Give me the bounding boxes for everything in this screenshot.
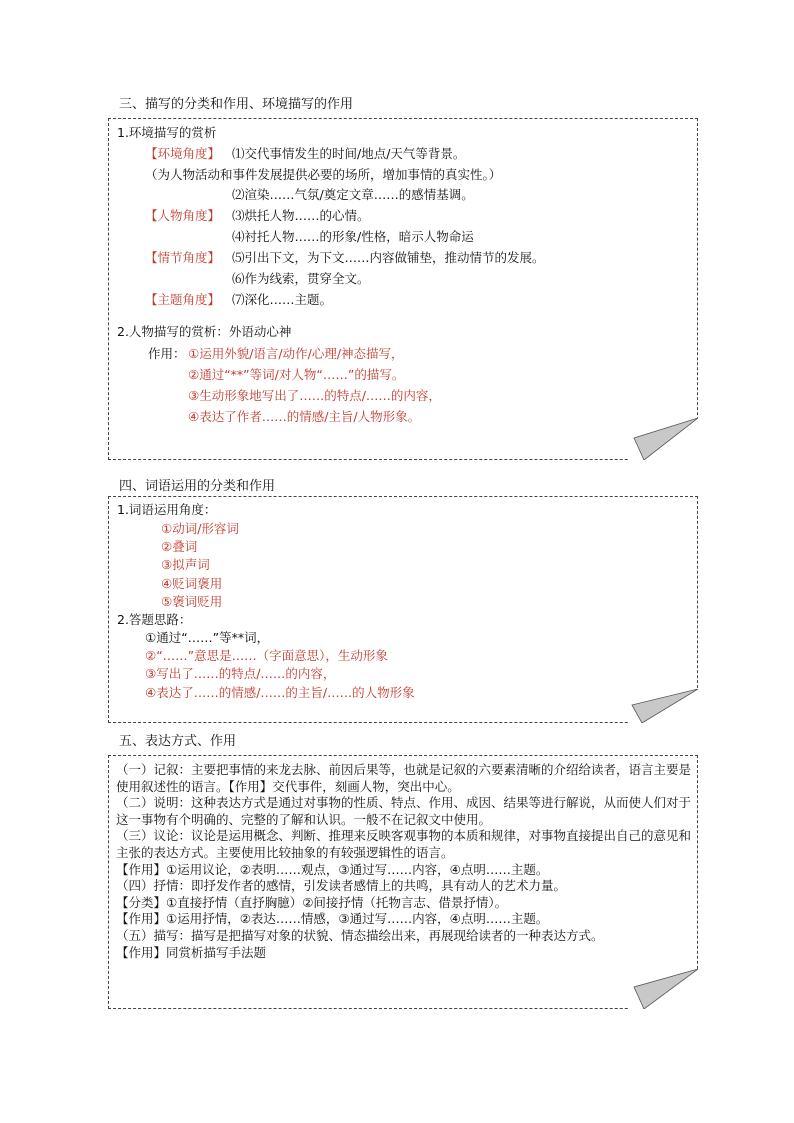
env-point-2: ⑵渲染……气氛/奠定文章……的感情基调。 bbox=[232, 187, 474, 202]
theme-tag: 【主题角度】 bbox=[145, 292, 221, 307]
expression-methods bbox=[116, 762, 691, 961]
page-curl-icon bbox=[628, 969, 698, 1009]
answer-step: ④表达了……的情感/……的主旨/……的人物形象 bbox=[145, 685, 415, 700]
answer-approach-subtitle: 2.答题思路： bbox=[117, 612, 192, 627]
lyric-text: （四）抒情：即抒发作者的感情，引发读者感情上的共鸣，具有动人的艺术力量。 bbox=[116, 878, 567, 894]
lyric-category: 【分类】①直接抒情（直抒胸臆）②间接抒情（托物言志、借景抒情）。 bbox=[116, 894, 508, 910]
page-curl-icon bbox=[628, 689, 698, 723]
answer-step: ①通过“……”等**词， bbox=[145, 630, 270, 645]
effect-item-2: ②通过“**”等词/对人物“……”的描写。 bbox=[188, 367, 405, 382]
env-note: （为人物活动和事件发展提供必要的场所，增加事情的真实性。） bbox=[145, 167, 502, 182]
char-point-3: ⑶烘托人物……的心情。 bbox=[232, 208, 370, 223]
word-type-item: ③拟声词 bbox=[161, 557, 210, 572]
argument-text: （三）议论：议论是运用概念、判断、推理来反映客观事物的本质和规律，对事物直接提出自己的意见和主张的表达方式。主要使用比较抽象的有较强逻辑性的语言。 bbox=[116, 828, 692, 860]
plot-tag: 【情节角度】 bbox=[145, 250, 221, 265]
effect-item-1: ①运用外貌/语言/动作/心理/神态描写， bbox=[188, 346, 404, 361]
lyric-effect: 【作用】①运用抒情，②表达……情感，③通过写……内容，④点明……主题。 bbox=[116, 911, 549, 927]
answer-step: ③写出了……的特点/……的内容， bbox=[145, 666, 336, 681]
description-text: （五）描写：描写是把描写对象的状貌、情态描绘出来，再展现给读者的一种表达方式。 bbox=[116, 927, 604, 943]
env-point-1: ⑴交代事情发生的时间/地点/天气等背景。 bbox=[232, 146, 466, 161]
argument-effect: 【作用】①运用议论，②表明……观点，③通过写……内容，④点明……主题。 bbox=[116, 861, 549, 877]
word-type-item: ④贬词褒用 bbox=[161, 576, 223, 591]
env-tag: 【环境角度】 bbox=[145, 146, 221, 161]
effect-item-4: ④表达了作者……的情感/主旨/人物形象。 bbox=[188, 409, 421, 424]
effect-item-3: ③生动形象地写出了……的特点/……的内容， bbox=[188, 388, 441, 403]
word-type-item: ②叠词 bbox=[161, 539, 198, 554]
answer-step: ②“……”意思是……（字面意思），生动形象 bbox=[145, 648, 388, 663]
section3-heading: 三、描写的分类和作用、环境描写的作用 bbox=[119, 97, 354, 112]
description-effect: 【作用】同赏析描写手法题 bbox=[116, 944, 267, 960]
word-usage-subtitle: 1.词语运用角度： bbox=[117, 502, 217, 517]
section4-heading: 四、词语运用的分类和作用 bbox=[119, 479, 276, 494]
env-subtitle: 1.环境描写的赏析 bbox=[117, 125, 217, 140]
theme-point-7: ⑺深化……主题。 bbox=[232, 292, 333, 307]
effect-label: 作用： bbox=[148, 346, 186, 361]
plot-point-6: ⑹作为线索，贯穿全文。 bbox=[232, 271, 370, 286]
section5-heading: 五、表达方式、作用 bbox=[119, 734, 237, 749]
plot-point-5: ⑸引出下文，为下文……内容做铺垫，推动情节的发展。 bbox=[232, 250, 545, 265]
word-type-item: ①动词/形容词 bbox=[161, 521, 239, 536]
page-curl-icon bbox=[628, 418, 698, 460]
char-tag: 【人物角度】 bbox=[145, 208, 221, 223]
char-desc-subtitle: 2.人物描写的赏析：外语动心神 bbox=[117, 324, 292, 339]
narration-text: （一）记叙：主要把事情的来龙去脉、前因后果等，也就是记叙的六要素清晰的介绍给读者，语言主要是使用叙述性的语言。【作用】交代事件，刻画人物，突出中心。 bbox=[116, 762, 692, 794]
char-point-4: ⑷衬托人物……的形象/性格，暗示人物命运 bbox=[232, 229, 474, 244]
exposition-text: （二）说明：这种表达方式是通过对事物的性质、特点、作用、成因、结果等进行解说，从而使人们对于这一事物有个明确的、完整的了解和认识。一般不在记叙文中使用。 bbox=[116, 795, 692, 827]
word-type-item: ⑤褒词贬用 bbox=[161, 594, 223, 609]
